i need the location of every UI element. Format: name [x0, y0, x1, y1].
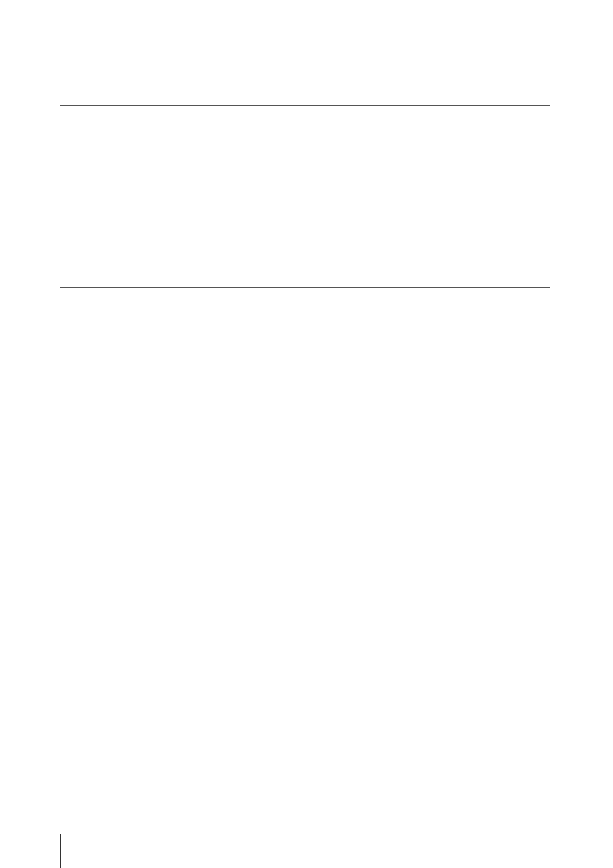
section-divider [60, 287, 550, 288]
section-external-devices [60, 105, 550, 111]
footer-divider [60, 834, 61, 868]
section-appendix [60, 287, 550, 293]
section-divider [60, 105, 550, 106]
